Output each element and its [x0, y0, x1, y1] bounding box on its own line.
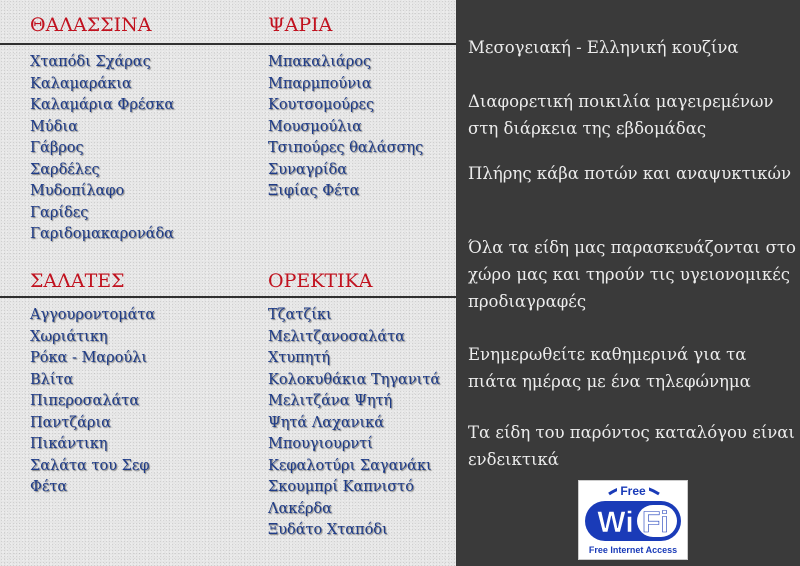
info-disclaimer: Τα είδη του παρόντος καταλόγου είναι ενδεικτικά: [468, 423, 795, 469]
menu-item: Κεφαλοτύρι Σαγανάκι: [268, 457, 432, 474]
menu-item: Ξιφίας Φέτα: [268, 183, 360, 199]
menu-item: Χωριάτικη: [30, 328, 108, 345]
section-title-salads: ΣΑΛΑΤΕΣ: [30, 270, 125, 292]
menu-item: Τζατζίκι: [268, 307, 332, 323]
menu-item: Μπακαλιάρος: [268, 54, 372, 70]
menu-item: Πικάντικη: [30, 436, 108, 452]
menu-item: Καλαμαράκια: [30, 75, 132, 92]
menu-item: Ξυδάτο Χταπόδι: [268, 522, 388, 538]
info-drinks: Πλήρης κάβα ποτών και αναψυκτικών: [468, 164, 791, 183]
wifi-free-text: Free: [620, 484, 646, 498]
wifi-internet-text: Free Internet Access: [588, 545, 678, 555]
menu-item: Μουσμούλια: [268, 118, 362, 135]
salads-list: [30, 305, 155, 499]
menu-item: Κολοκυθάκια Τηγανιτά: [268, 371, 441, 388]
menu-item: Καλαμάρια Φρέσκα: [30, 97, 175, 113]
menu-item: Παντζάρια: [30, 414, 111, 431]
menu-item: Μυδοπίλαφο: [30, 183, 125, 199]
seafood-list: [30, 52, 174, 246]
section-divider: [0, 43, 456, 45]
section-title-appetizers: ΟΡΕΚΤΙΚΑ: [268, 270, 373, 292]
menu-item: Φέτα: [30, 479, 68, 495]
wifi-logo: [578, 480, 688, 560]
menu-item: Μελιτζανοσαλάτα: [268, 328, 405, 345]
menu-item: Σκουμπρί Καπνιστό: [268, 479, 414, 495]
menu-item: Πιπεροσαλάτα: [30, 393, 140, 409]
menu-item: Μπαρμπούνια: [268, 75, 372, 92]
menu-item: Χταπόδι Σχάρας: [30, 54, 151, 70]
wifi-logo-text: Wi Fi: [597, 506, 669, 539]
menu-item: Λακέρδα: [268, 500, 332, 517]
menu-item: Σαλάτα του Σεφ: [30, 457, 150, 474]
menu-item: Γαριδομακαρονάδα: [30, 226, 174, 242]
menu-item: Σαρδέλες: [30, 161, 100, 178]
section-divider: [0, 296, 456, 298]
menu-item: Κουτσομούρες: [268, 97, 375, 113]
info-cuisine: Μεσογειακή - Ελληνική κουζίνα: [468, 38, 739, 57]
menu-item: Ψητά Λαχανικά: [268, 414, 385, 431]
menu-item: Αγγουροντομάτα: [30, 307, 156, 323]
section-title-fish: ΨΑΡΙΑ: [268, 14, 333, 36]
fish-list: [268, 52, 423, 203]
menu-item: Συναγρίδα: [268, 161, 348, 178]
menu-item: Μπουγιουρντί: [268, 436, 373, 452]
wifi-badge-icon: [579, 481, 687, 559]
menu-item: Γαρίδες: [30, 204, 89, 221]
info-weekly-variety: Διαφορετική ποικιλία μαγειρεμένων στη διάρκεια της εβδομάδας: [468, 92, 774, 138]
menu-item: Μύδια: [30, 118, 78, 135]
menu-item: Ρόκα - Μαρούλι: [30, 350, 148, 366]
section-title-seafood: ΘΑΛΑΣΣΙΝΑ: [30, 14, 152, 36]
menu-item: Μελιτζάνα Ψητή: [268, 393, 393, 409]
info-hygiene: Όλα τα είδη μας παρασκευάζονται στο χώρο μας και τηρούν τις υγειονομικές προδιαγραφές: [468, 238, 796, 311]
menu-item: Γάβρος: [30, 140, 84, 156]
appetizers-list: [268, 305, 440, 542]
menu-item: Τσιπούρες θαλάσσης: [268, 140, 424, 156]
info-daily-dishes: Ενημερωθείτε καθημερινά για τα πιάτα ημέρας με ένα τηλεφώνημα: [468, 345, 751, 391]
menu-item: Χτυπητή: [268, 350, 331, 366]
menu-item: Βλίτα: [30, 371, 74, 388]
